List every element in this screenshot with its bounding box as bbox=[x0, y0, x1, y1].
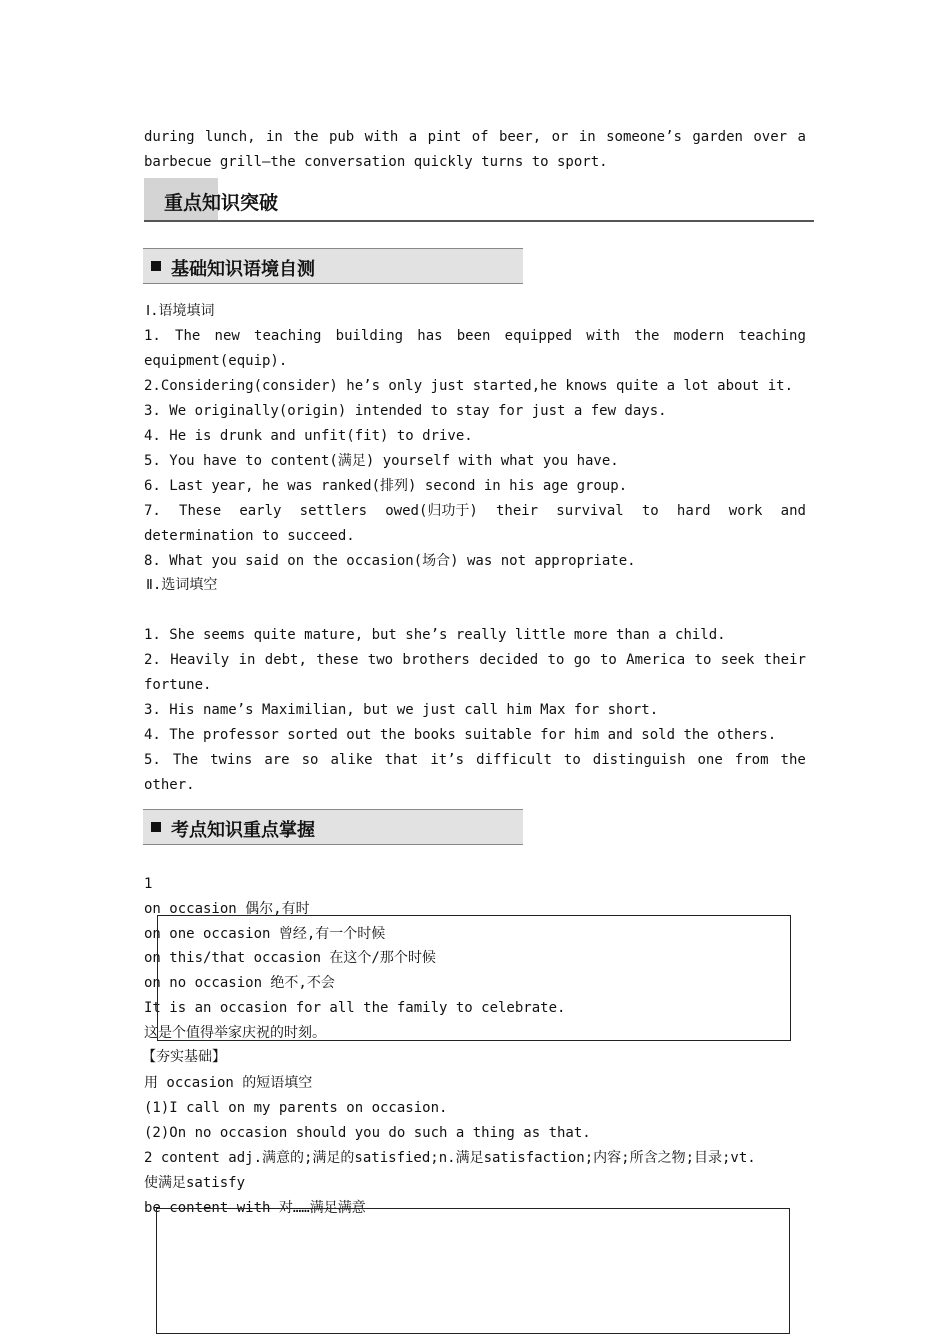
point1-ex1: (1)I call on my parents on occasion. bbox=[144, 1100, 448, 1116]
word: difficult bbox=[476, 752, 552, 768]
subhead-key-points-text: 考点知识重点掌握 bbox=[171, 820, 315, 841]
word: twins bbox=[210, 752, 253, 768]
word: a bbox=[797, 129, 806, 145]
part2-heading: Ⅱ.选词填空 bbox=[146, 577, 218, 593]
word: brothers bbox=[402, 652, 470, 668]
part1-item7-line1 bbox=[144, 502, 806, 520]
point1-phrase4: on no occasion 绝不,不会 bbox=[144, 975, 335, 991]
square-bullet-icon bbox=[151, 822, 161, 832]
point1-ex2: (2)On no occasion should you do such a thing as that. bbox=[144, 1125, 591, 1141]
word: seek bbox=[720, 652, 755, 668]
word: pint bbox=[427, 129, 462, 145]
word: someone’s bbox=[606, 129, 682, 145]
word: teaching bbox=[254, 328, 322, 344]
word: owed(归功于) bbox=[385, 503, 478, 519]
word: so bbox=[301, 752, 319, 768]
word: of bbox=[471, 129, 489, 145]
word: Heavily bbox=[170, 652, 230, 668]
part1-heading: Ⅰ.语境填词 bbox=[146, 303, 215, 319]
part1-item7-line2: determination to succeed. bbox=[144, 528, 355, 544]
word: early bbox=[239, 503, 282, 519]
word: building bbox=[335, 328, 404, 344]
word: in bbox=[238, 652, 256, 668]
part1-item8: 8. What you said on the occasion(场合) was not appropriate. bbox=[144, 553, 636, 569]
word: one bbox=[697, 752, 723, 768]
word: 2. bbox=[144, 652, 161, 668]
word: their bbox=[763, 652, 806, 668]
part1-item5: 5. You have to content(满足) yourself with what you have. bbox=[144, 453, 619, 469]
word: survival bbox=[556, 503, 624, 519]
part1-item1-line1 bbox=[144, 327, 806, 345]
point1-number: 1 bbox=[144, 876, 153, 892]
word: in bbox=[265, 129, 283, 145]
point1-frame bbox=[157, 915, 791, 1041]
intro-line-2: barbecue grill—the conversation quickly turns to sport. bbox=[144, 154, 608, 170]
point1-phrase3: on this/that occasion 在这个/那个时候 bbox=[144, 950, 436, 966]
point2-line3: be content with 对……满足满意 bbox=[144, 1200, 366, 1216]
word: 1. bbox=[144, 328, 161, 344]
point1-task: 用 occasion 的短语填空 bbox=[144, 1075, 313, 1091]
word: distinguish bbox=[592, 752, 686, 768]
part1-item1-line2: equipment(equip). bbox=[144, 353, 288, 369]
point1-phrase2: on one occasion 曾经,有一个时候 bbox=[144, 926, 386, 942]
word: work bbox=[728, 503, 763, 519]
word: hard bbox=[676, 503, 711, 519]
word: the bbox=[780, 752, 806, 768]
word: that bbox=[384, 752, 419, 768]
word: with bbox=[364, 129, 399, 145]
word: settlers bbox=[299, 503, 368, 519]
word: pub bbox=[328, 129, 355, 145]
word: their bbox=[495, 503, 539, 519]
subhead-basic-knowledge bbox=[143, 248, 523, 284]
square-bullet-icon bbox=[151, 261, 161, 271]
part1-item3: 3. We originally(origin) intended to stay for just a few days. bbox=[144, 403, 667, 419]
word: in bbox=[578, 129, 596, 145]
point2-frame bbox=[156, 1208, 790, 1334]
point1-example-cn: 这是个值得举家庆祝的时刻。 bbox=[144, 1025, 326, 1041]
point2-line2: 使满足satisfy bbox=[144, 1175, 246, 1191]
word: go bbox=[573, 652, 591, 668]
word: The bbox=[175, 328, 201, 344]
word: these bbox=[316, 652, 359, 668]
word: These bbox=[179, 503, 222, 519]
word: to bbox=[563, 752, 581, 768]
part2-item1: 1. She seems quite mature, but she’s really little more than a child. bbox=[144, 627, 726, 643]
word: it’s bbox=[430, 752, 465, 768]
word: has bbox=[417, 328, 443, 344]
word: 5. bbox=[144, 752, 161, 768]
subhead-key-points bbox=[143, 809, 523, 845]
part2-item5-line2: other. bbox=[144, 777, 195, 793]
word: new bbox=[214, 328, 240, 344]
word: decided bbox=[479, 652, 539, 668]
word: beer, bbox=[499, 129, 542, 145]
intro-line-1 bbox=[144, 128, 806, 146]
word: and bbox=[780, 503, 806, 519]
part2-item2-line1 bbox=[144, 651, 806, 669]
word: to bbox=[547, 652, 565, 668]
word: a bbox=[408, 129, 418, 145]
part1-item2: 2.Considering(consider) he’s only just started,he knows quite a lot about it. bbox=[144, 378, 794, 394]
part2-item2-line2: fortune. bbox=[144, 677, 212, 693]
word: been bbox=[456, 328, 491, 344]
word: over bbox=[753, 129, 788, 145]
word: debt, bbox=[264, 652, 307, 668]
word: America bbox=[626, 652, 686, 668]
word: to bbox=[599, 652, 617, 668]
part2-item5-line1 bbox=[144, 751, 806, 769]
word: modern bbox=[673, 328, 725, 344]
point1-label: 【夯实基础】 bbox=[142, 1049, 226, 1065]
word: lunch, bbox=[204, 129, 256, 145]
part2-item3: 3. His name’s Maximilian, but we just call him Max for short. bbox=[144, 702, 659, 718]
point1-phrase1: on occasion 偶尔,有时 bbox=[144, 901, 310, 917]
section-title-text: 重点知识突破 bbox=[164, 192, 279, 214]
word: teaching bbox=[738, 328, 806, 344]
point2-line1: 2 content adj.满意的;满足的satisfied;n.满足satisfaction;内容;所含之物;目录;vt. bbox=[144, 1150, 756, 1166]
word: alike bbox=[330, 752, 373, 768]
word: to bbox=[694, 652, 712, 668]
part1-item4: 4. He is drunk and unfit(fit) to drive. bbox=[144, 428, 473, 444]
word: the bbox=[293, 129, 319, 145]
word: during bbox=[144, 129, 195, 145]
word: The bbox=[172, 752, 199, 768]
part1-item6: 6. Last year, he was ranked(排列) second in his age group. bbox=[144, 478, 628, 494]
word: are bbox=[264, 752, 290, 768]
word: with bbox=[586, 328, 620, 344]
word: equipped bbox=[504, 328, 573, 344]
word: garden bbox=[692, 129, 743, 145]
section-title bbox=[144, 178, 814, 222]
part2-item4: 4. The professor sorted out the books suitable for him and sold the others. bbox=[144, 727, 777, 743]
subhead-basic-knowledge-text: 基础知识语境自测 bbox=[171, 259, 315, 280]
word: from bbox=[734, 752, 769, 768]
word: the bbox=[634, 328, 660, 344]
point1-example-en: It is an occasion for all the family to celebrate. bbox=[144, 1000, 566, 1016]
word: to bbox=[641, 503, 659, 519]
word: two bbox=[367, 652, 394, 668]
word: or bbox=[551, 129, 569, 145]
word: 7. bbox=[144, 503, 161, 519]
